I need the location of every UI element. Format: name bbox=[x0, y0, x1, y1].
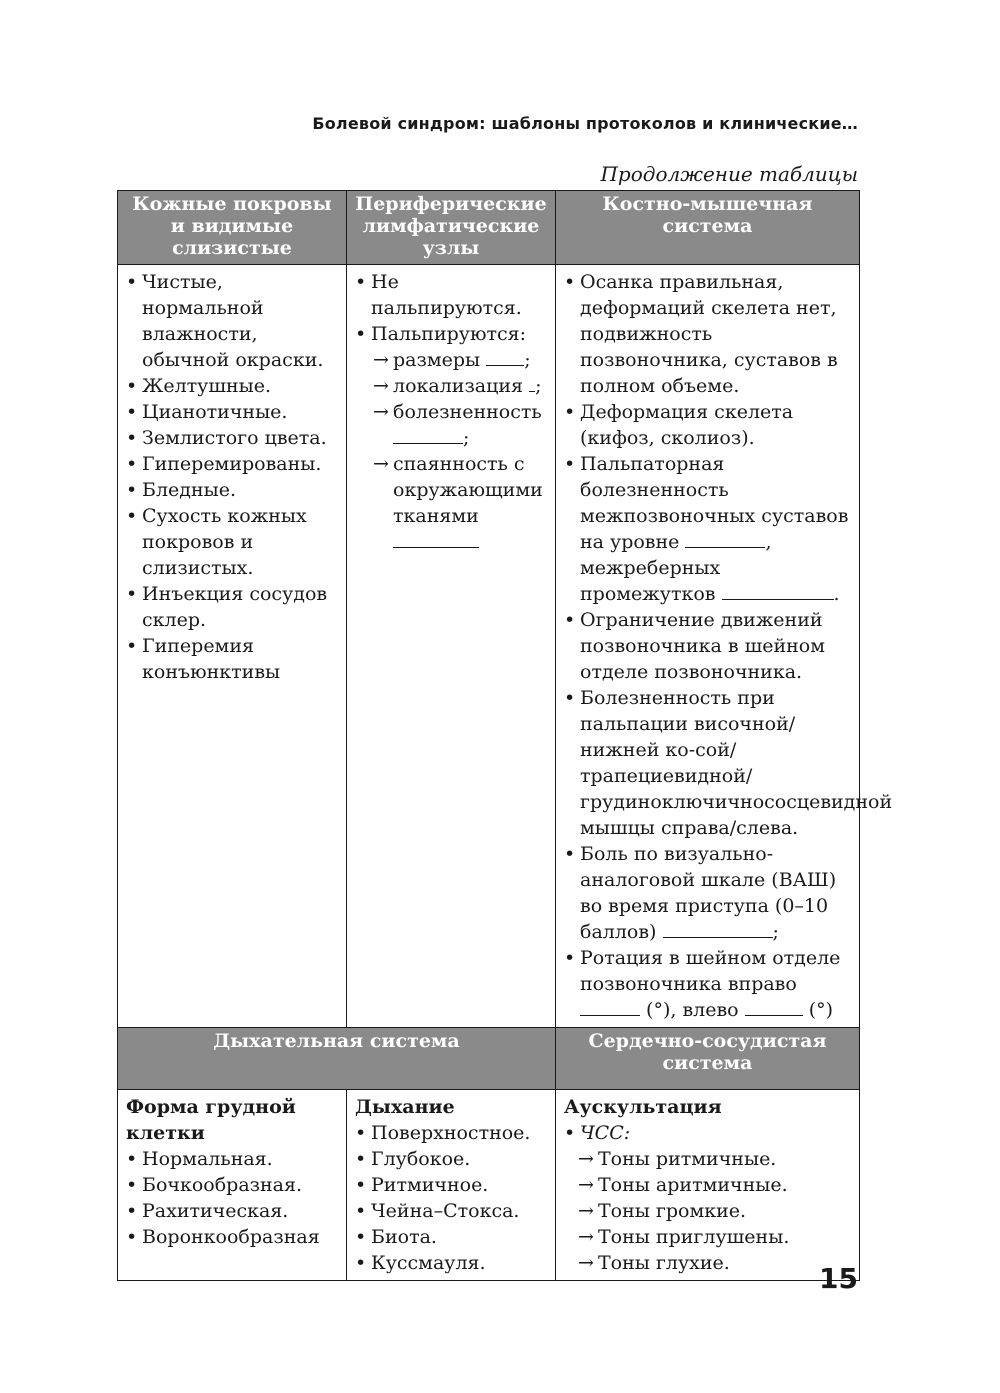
list-item: • Деформация скелета (кифоз, сколиоз). bbox=[564, 399, 853, 451]
breathing-title: Дыхание bbox=[355, 1096, 455, 1118]
sub-item-adhesion: → спаянность с окружающими тканями bbox=[355, 451, 549, 555]
header-musculoskeletal: Костно-мышечная система bbox=[556, 191, 860, 265]
header-respiratory: Дыхательная система bbox=[118, 1028, 556, 1090]
breathing-cell bbox=[347, 1090, 556, 1281]
fill-in-blank bbox=[722, 581, 834, 600]
list-item: • Гиперемия конъюнктивы bbox=[126, 633, 340, 685]
list-item: • Землистого цвета. bbox=[126, 425, 340, 451]
list-item: • Бледные. bbox=[126, 477, 340, 503]
list-item: • Ограничение движений позвоночника в шейном отделе позвоночника. bbox=[564, 607, 853, 685]
list-item: • Бочкообразная. bbox=[126, 1172, 340, 1198]
sub-item: → Тоны ритмичные. bbox=[578, 1148, 777, 1170]
heart-rate-item: • ЧСС: bbox=[564, 1120, 853, 1146]
list-item: • Гиперемированы. bbox=[126, 451, 340, 477]
chest-shape-cell bbox=[118, 1090, 347, 1281]
sub-item-pain: → болезненность ; bbox=[373, 401, 542, 449]
skin-cell bbox=[118, 265, 347, 1028]
list-item: • Рахитическая. bbox=[126, 1198, 340, 1224]
section2-header-row bbox=[118, 1028, 860, 1090]
sub-item: → Тоны приглушены. bbox=[578, 1226, 790, 1248]
list-item: • Ротация в шейном отделе позвоночника вправо (°), влево (°) bbox=[564, 945, 853, 1023]
list-item: • Инъекция сосудов склер. bbox=[126, 581, 340, 633]
fill-in-blank bbox=[486, 347, 524, 366]
table-continuation-label: Продолжение таблицы bbox=[600, 162, 858, 186]
sub-item: → Тоны глухие. bbox=[578, 1252, 730, 1274]
section1-body-row bbox=[118, 265, 860, 1028]
fill-in-blank bbox=[745, 997, 803, 1016]
list-item: • Чейна–Стокса. bbox=[355, 1198, 549, 1224]
list-item: • Пальпаторная болезненность межпозвоночных суставов на уровне , межреберных промежутков . bbox=[564, 451, 853, 607]
list-item: • Нормальная. bbox=[126, 1146, 340, 1172]
list-item: • Пальпируются: bbox=[355, 321, 549, 347]
auscultation-title: Аускультация bbox=[564, 1096, 722, 1118]
list-item: • Биота. bbox=[355, 1224, 549, 1250]
arrow-right-icon: → bbox=[578, 1174, 594, 1196]
list-item: • Цианотичные. bbox=[126, 399, 340, 425]
sub-item: → Тоны громкие. bbox=[578, 1200, 747, 1222]
section2-body-row bbox=[118, 1090, 860, 1281]
fill-in-blank bbox=[393, 425, 463, 444]
running-head: Болевой синдром: шаблоны протоколов и клинические… bbox=[312, 114, 858, 133]
arrow-right-icon: → bbox=[373, 401, 389, 423]
arrow-right-icon: → bbox=[578, 1148, 594, 1170]
fill-in-blank bbox=[529, 373, 535, 392]
header-cardiovascular: Сердечно-сосудистая система bbox=[556, 1028, 860, 1090]
arrow-right-icon: → bbox=[578, 1200, 594, 1222]
sub-item-location: → локализация ; bbox=[373, 375, 542, 397]
fill-in-blank bbox=[663, 919, 773, 938]
list-item: • Чистые, нормальной влажности, обычной окраски. bbox=[126, 269, 340, 373]
list-item: • Сухость кожных покровов и слизистых. bbox=[126, 503, 340, 581]
arrow-right-icon: → bbox=[578, 1252, 594, 1274]
arrow-right-icon: → bbox=[578, 1226, 594, 1248]
examination-table bbox=[117, 190, 893, 1281]
list-item: • Поверхностное. bbox=[355, 1120, 549, 1146]
auscultation-cell bbox=[556, 1090, 860, 1281]
arrow-right-icon: → bbox=[373, 349, 389, 371]
section1-header-row bbox=[118, 191, 860, 265]
chest-shape-title: Форма грудной клетки bbox=[126, 1096, 296, 1144]
list-item: • Болезненность при пальпации височной/нижней ко-сой/трапециевидной/грудиноключичнососцевидной мышцы справа/слева. bbox=[564, 685, 853, 841]
sub-item: → Тоны аритмичные. bbox=[578, 1174, 788, 1196]
lymph-nodes-cell bbox=[347, 265, 556, 1028]
fill-in-blank bbox=[685, 529, 765, 548]
fill-in-blank bbox=[580, 997, 640, 1016]
list-item: • Куссмауля. bbox=[355, 1250, 549, 1276]
list-item: • Боль по визуально-аналоговой шкале (ВАШ) во время приступа (0–10 баллов) ; bbox=[564, 841, 853, 945]
list-item: • Ритмичное. bbox=[355, 1172, 549, 1198]
page-number: 15 bbox=[819, 1262, 858, 1295]
fill-in-blank bbox=[393, 529, 479, 548]
header-skin: Кожные покровы и видимые слизистые bbox=[118, 191, 347, 265]
musculoskeletal-cell bbox=[556, 265, 893, 1028]
list-item: • Глубокое. bbox=[355, 1146, 549, 1172]
arrow-right-icon: → bbox=[373, 375, 389, 397]
list-item: • Осанка правильная, деформаций скелета нет, подвижность позвоночника, суставов в полном объеме. bbox=[564, 269, 853, 399]
sub-item-size: → размеры ; bbox=[373, 349, 531, 371]
arrow-right-icon: → bbox=[373, 453, 389, 475]
list-item: • Желтушные. bbox=[126, 373, 340, 399]
list-item: • Воронкообразная bbox=[126, 1224, 340, 1250]
header-lymph-nodes: Периферические лимфатические узлы bbox=[347, 191, 556, 265]
list-item: • Не пальпируются. bbox=[355, 269, 549, 321]
